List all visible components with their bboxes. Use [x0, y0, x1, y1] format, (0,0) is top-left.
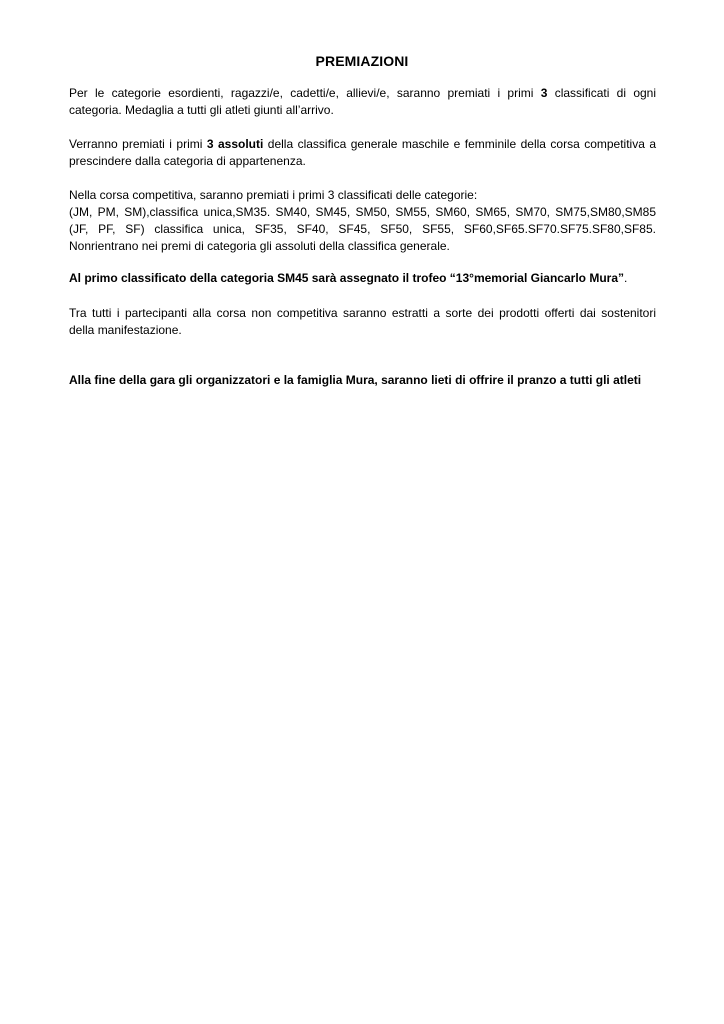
text-run: .	[624, 271, 628, 285]
paragraph-line	[69, 136, 656, 153]
text-run: classificati delle categorie:	[334, 188, 478, 202]
bold-text-run: 3	[540, 86, 548, 100]
paragraph-line	[69, 85, 656, 102]
bold-text-run: 3 assoluti	[206, 137, 264, 151]
paragraph-trophy	[69, 270, 656, 287]
paragraph-line: della manifestazione.	[69, 323, 182, 337]
paragraph-line: prescindere dalla categoria di appartenenza.	[69, 154, 306, 168]
text-run: classificati di ogni	[547, 86, 657, 100]
paragraph-youth-categories	[69, 85, 656, 119]
paragraph-line: Nonrientrano nei premi di categoria gli assoluti della classifica generale.	[69, 239, 450, 253]
paragraph-line: Tra tutti i partecipanti alla corsa non competitiva saranno estratti a sorte dei prodotti offerti dai sostenitori	[69, 306, 656, 320]
paragraph-overall-winners	[69, 136, 656, 170]
text-run: 3	[327, 188, 335, 202]
bold-text-run: Al primo classificato della categoria SM45 sarà assegnato il trofeo “13°memorial Giancarlo Mura”	[69, 271, 624, 285]
paragraph-line	[69, 187, 656, 204]
paragraph-competitive-categories	[69, 187, 656, 255]
paragraph-line	[69, 372, 656, 389]
text-run: della classifica generale maschile e femminile della corsa competitiva a	[263, 137, 657, 151]
paragraph-line-male-categories: (JM, PM, SM),classifica unica,SM35. SM40, SM45, SM50, SM55, SM60, SM65, SM70, SM75,SM80,SM85	[69, 205, 656, 219]
text-run: Per le categorie esordienti, ragazzi/e, cadetti/e, allievi/e, saranno premiati i primi	[69, 86, 541, 100]
paragraph-line	[69, 270, 656, 287]
page-title: PREMIAZIONI	[315, 53, 409, 69]
paragraph-non-competitive-draw	[69, 305, 656, 339]
paragraph-line: categoria. Medaglia a tutti gli atleti giunti all’arrivo.	[69, 103, 334, 117]
text-run: Verranno premiati i primi	[69, 137, 207, 151]
text-run: Nella corsa competitiva, saranno premiati i primi	[69, 188, 328, 202]
paragraph-line-female-categories: (JF, PF, SF) classifica unica, SF35, SF40, SF45, SF50, SF55, SF60,SF65.SF70.SF75.SF80,SF85.	[69, 222, 656, 236]
paragraph-lunch	[69, 372, 656, 389]
bold-text-run: Alla fine della gara gli organizzatori e la famiglia Mura, saranno lieti di offrire il pranzo a tutti gli atleti	[69, 373, 642, 387]
